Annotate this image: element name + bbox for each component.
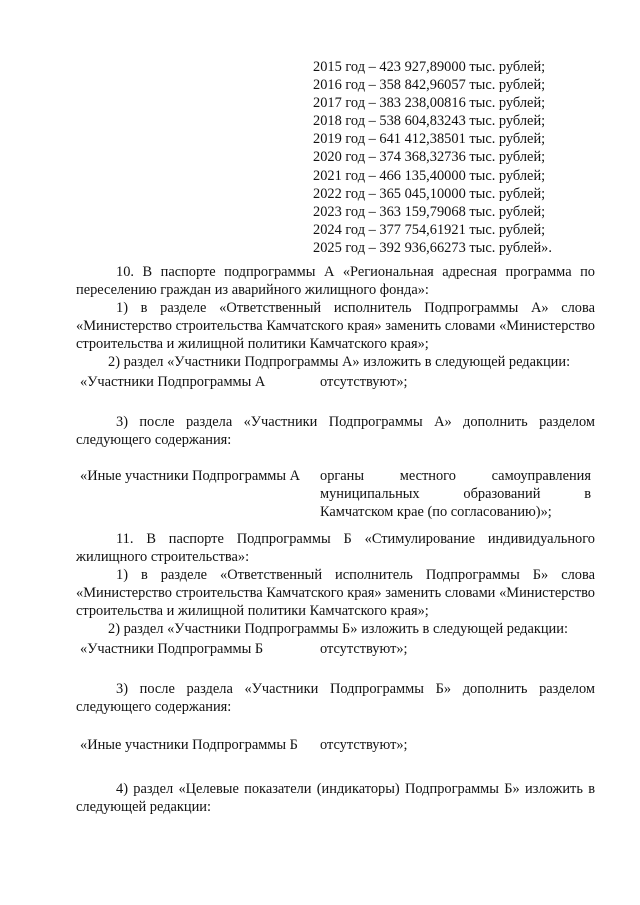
- participants-a-label: «Участники Подпрограммы А: [80, 374, 266, 390]
- section11-item3: 3) после раздела «Участники Подпрограммы Б» дополнить разделом следующего содержания:: [76, 681, 595, 716]
- section10-item3: 3) после раздела «Участники Подпрограммы А» дополнить разделом следующего содержания:: [76, 414, 595, 449]
- participants-a-value: отсутствуют»;: [320, 374, 408, 390]
- funding-year-line: 2020 год – 374 368,32736 тыс. рублей;: [313, 149, 546, 166]
- funding-year-line: 2015 год – 423 927,89000 тыс. рублей;: [313, 59, 546, 75]
- section11-item4: 4) раздел «Целевые показатели (индикаторы) Подпрограммы Б» изложить в следующей редакции:: [76, 781, 595, 816]
- other-participants-a-value: [320, 467, 591, 522]
- funding-by-year-list: [313, 58, 552, 257]
- section11-item2: 2) раздел «Участники Подпрограммы Б» изложить в следующей редакции:: [108, 621, 568, 637]
- participants-b-value: отсутствуют»;: [320, 641, 408, 657]
- other-participants-a-line: органы местного самоуправления: [320, 468, 591, 484]
- other-participants-b-label: «Иные участники Подпрограммы Б: [80, 737, 298, 753]
- section11-intro: 11. В паспорте Подпрограммы Б «Стимулирование индивидуального жилищного строительства»:: [76, 531, 595, 566]
- other-participants-a-label: «Иные участники Подпрограммы А: [80, 468, 301, 484]
- funding-year-line: 2017 год – 383 238,00816 тыс. рублей;: [313, 95, 546, 112]
- other-participants-a-line: муниципальных образований в: [320, 486, 591, 503]
- funding-year-line: 2021 год – 466 135,40000 тыс. рублей;: [313, 167, 546, 184]
- funding-year-line: 2024 год – 377 754,61921 тыс. рублей;: [313, 221, 546, 238]
- funding-year-line: 2025 год – 392 936,66273 тыс. рублей».: [313, 239, 552, 256]
- other-participants-b-value: отсутствуют»;: [320, 737, 408, 753]
- funding-year-line: 2018 год – 538 604,83243 тыс. рублей;: [313, 113, 546, 130]
- participants-b-label: «Участники Подпрограммы Б: [80, 641, 264, 657]
- other-participants-a-line: Камчатском крае (по согласованию)»;: [320, 504, 552, 521]
- funding-year-line: 2016 год – 358 842,96057 тыс. рублей;: [313, 77, 546, 94]
- funding-year-line: 2022 год – 365 045,10000 тыс. рублей;: [313, 185, 546, 202]
- funding-year-line: 2023 год – 363 159,79068 тыс. рублей;: [313, 203, 546, 220]
- section10-intro: 10. В паспорте подпрограммы А «Региональная адресная программа по переселению граждан из аварийного жилищного фонда»:: [76, 264, 595, 299]
- funding-year-line: 2019 год – 641 412,38501 тыс. рублей;: [313, 131, 546, 148]
- section10-item2: 2) раздел «Участники Подпрограммы А» изложить в следующей редакции:: [108, 354, 571, 370]
- section10-item1: 1) в разделе «Ответственный исполнитель Подпрограммы А» слова «Министерство строительства Камчатского края» заменить словами «Министерство строительства и жилищной политики Камчатского края»;: [76, 300, 595, 353]
- section11-item1: 1) в разделе «Ответственный исполнитель Подпрограммы Б» слова «Министерство строительства Камчатского края» заменить словами «Министерство строительства и жилищной политики Камчатского края»;: [76, 567, 595, 620]
